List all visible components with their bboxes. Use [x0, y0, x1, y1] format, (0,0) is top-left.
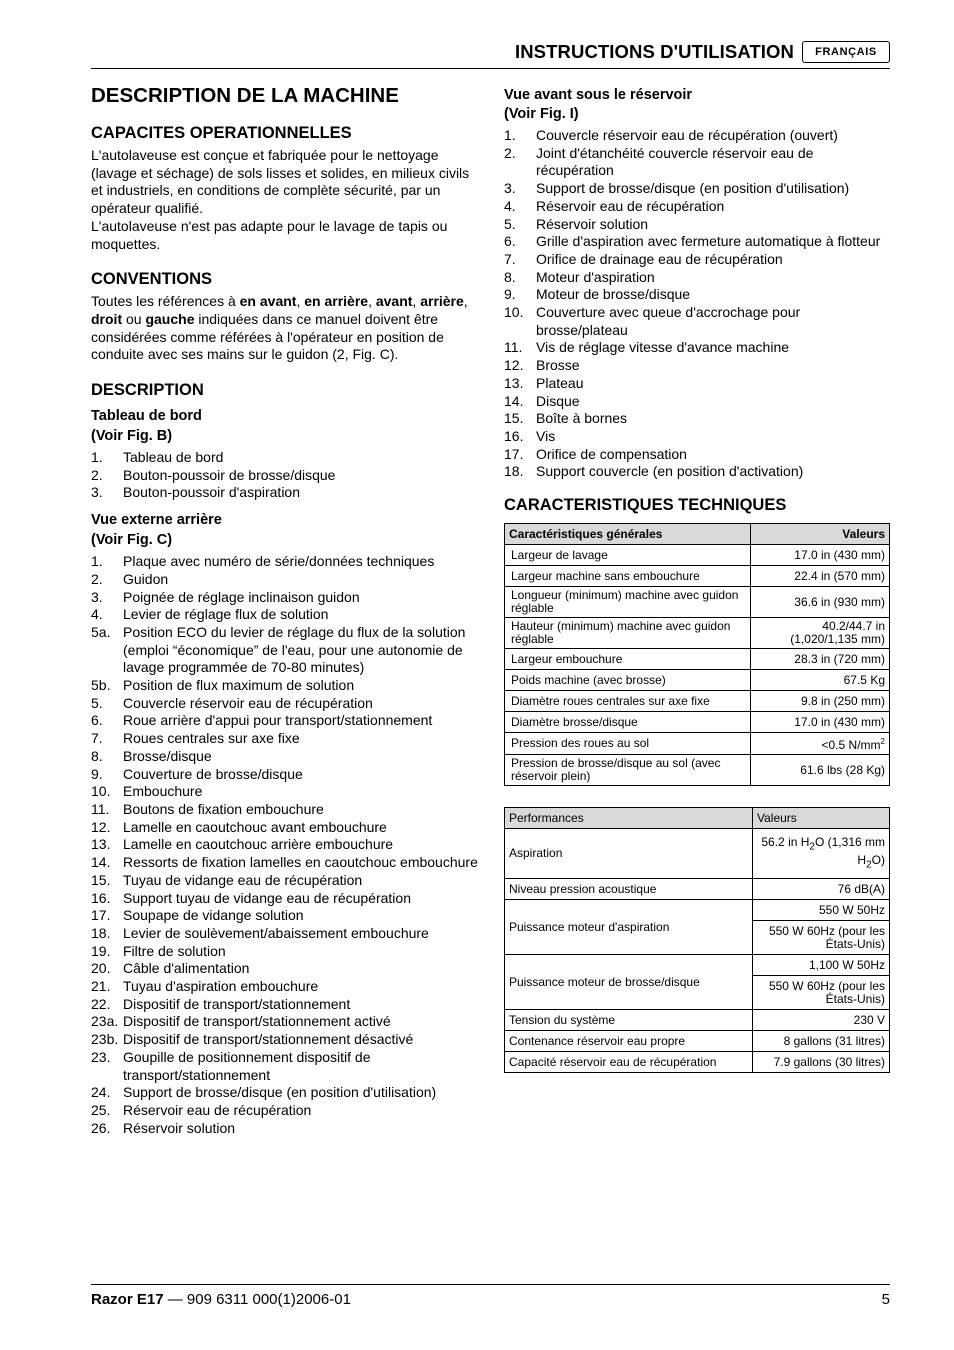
list-item-text: Brosse	[536, 357, 580, 374]
table-cell: Pression de brosse/disque au sol (avec réservoir plein)	[505, 755, 751, 786]
conventions-title: CONVENTIONS	[91, 270, 213, 289]
list-item	[91, 801, 481, 819]
table-row	[505, 879, 890, 900]
list-item-number: 22.	[91, 995, 111, 1012]
list-item-number: 2.	[504, 144, 516, 161]
list-item-text: Levier de réglage flux de solution	[123, 606, 329, 623]
list-item	[91, 960, 481, 978]
description-title: DESCRIPTION	[91, 381, 204, 400]
list-item-number: 23.	[91, 1048, 111, 1065]
list-item-number: 13.	[504, 374, 524, 391]
list-item-text: Ressorts de fixation lamelles en caoutchouc embouchure	[123, 854, 478, 871]
table-cell: 67.5 Kg	[751, 670, 890, 691]
description-section	[91, 380, 481, 1137]
table-cell: Poids machine (avec brosse)	[505, 670, 751, 691]
list-item	[91, 748, 481, 766]
list-item-number: 14.	[504, 392, 524, 409]
list-item	[91, 978, 481, 996]
list-item	[91, 695, 481, 713]
list-item	[91, 854, 481, 872]
list-item	[504, 180, 894, 198]
vue-externe-list	[91, 553, 481, 1137]
list-item	[91, 1120, 481, 1138]
table-cell: 1,100 W 50Hz	[753, 955, 890, 976]
list-item-number: 16.	[91, 889, 111, 906]
table-header-cell: Valeurs	[753, 808, 890, 829]
list-item	[91, 1031, 481, 1049]
list-item-number: 23a.	[91, 1013, 119, 1030]
list-item	[91, 553, 481, 571]
list-item	[504, 216, 894, 234]
list-item-number: 17.	[504, 445, 524, 462]
list-item-number: 9.	[504, 286, 516, 303]
list-item-number: 23b.	[91, 1031, 119, 1048]
list-item-number: 2.	[91, 466, 103, 483]
list-item	[504, 269, 894, 287]
list-item	[91, 943, 481, 961]
list-item-text: Orifice de compensation	[536, 445, 687, 462]
right-column	[504, 86, 894, 1073]
list-item	[91, 890, 481, 908]
list-item-number: 16.	[504, 427, 524, 444]
conventions-section	[91, 269, 481, 364]
list-item-number: 8.	[504, 268, 516, 285]
table-cell: 28.3 in (720 mm)	[751, 649, 890, 670]
list-item	[504, 410, 894, 428]
table-cell: Capacité réservoir eau de récupération	[505, 1052, 753, 1073]
table-cell: Hauteur (minimum) machine avec guidon réglable	[505, 618, 751, 649]
list-item-text: Support de brosse/disque (en position d'utilisation)	[536, 180, 850, 197]
list-item-text: Vis	[536, 427, 556, 444]
left-column	[91, 84, 481, 1137]
list-item	[91, 872, 481, 890]
list-item	[504, 339, 894, 357]
table-header-cell: Caractéristiques générales	[505, 524, 751, 545]
header-title: INSTRUCTIONS D'UTILISATION	[514, 41, 794, 62]
unit-superscript: 2	[880, 737, 885, 747]
conventions-paragraph: Toutes les références à en avant, en arrière, avant, arrière, droit ou gauche indiquées dans ce manuel doivent être considérées comme référées à l'opérateur en position de conduite avec ses mains sur le guidon (2, Fig. C).	[91, 293, 468, 363]
table-cell: 550 W 60Hz (pour les États-Unis)	[753, 921, 890, 955]
list-item	[91, 449, 481, 467]
list-item-text: Bouton-poussoir de brosse/disque	[123, 466, 336, 483]
list-item-text: Moteur de brosse/disque	[536, 286, 691, 303]
list-item-number: 17.	[91, 907, 111, 924]
list-item-text: Boîte à bornes	[536, 410, 628, 427]
list-item-text: Couverture avec queue d'accrochage pour brosse/plateau	[536, 304, 801, 338]
list-item-number: 3.	[91, 484, 103, 501]
vue-externe-title: Vue externe arrière (Voir Fig. C)	[91, 512, 222, 549]
table-cell: 76 dB(A)	[753, 879, 890, 900]
list-item-text: Roue arrière d'appui pour transport/stationnement	[123, 712, 433, 729]
table-header-row	[505, 808, 890, 829]
list-item-text: Brosse/disque	[123, 747, 212, 764]
list-item-text: Couvercle réservoir eau de récupération (ouvert)	[536, 127, 838, 143]
footer-divider	[91, 1284, 890, 1285]
list-item-text: Réservoir eau de récupération	[536, 197, 725, 214]
list-item	[91, 467, 481, 485]
list-item-text: Tuyau de vidange eau de récupération	[123, 871, 363, 888]
list-item	[504, 446, 894, 464]
table-header-row	[505, 524, 890, 545]
language-badge: FRANÇAIS	[802, 41, 890, 63]
table-cell: Diamètre brosse/disque	[505, 712, 751, 733]
page-number: 5	[881, 1291, 890, 1308]
list-item-text: Orifice de drainage eau de récupération	[536, 250, 783, 267]
list-item-text: Support tuyau de vidange eau de récupération	[123, 889, 411, 906]
list-item-text: Plateau	[536, 374, 584, 391]
table-cell: Pression des roues au sol	[505, 733, 751, 755]
table-header-cell: Performances	[505, 808, 753, 829]
capacites-title: CAPACITES OPERATIONNELLES	[91, 124, 352, 142]
list-item	[504, 145, 894, 180]
list-item-number: 25.	[91, 1101, 111, 1118]
list-item-number: 13.	[91, 836, 111, 853]
list-item-number: 4.	[504, 197, 516, 214]
list-item	[504, 198, 894, 216]
list-item-text: Lamelle en caoutchouc avant embouchure	[123, 818, 387, 835]
list-item	[91, 571, 481, 589]
table-row	[505, 545, 890, 566]
list-item-number: 1.	[504, 127, 516, 143]
list-item-number: 24.	[91, 1084, 111, 1101]
list-item-number: 10.	[504, 304, 524, 321]
table-cell: Puissance moteur d'aspiration	[505, 900, 753, 955]
list-item	[91, 624, 481, 677]
list-item-text: Réservoir solution	[536, 215, 649, 232]
list-item	[91, 677, 481, 695]
footer-doc-number: — 909 6311 000(1)2006-01	[163, 1291, 351, 1308]
table-cell: 230 V	[753, 1010, 890, 1031]
vue-avant-list	[504, 127, 894, 481]
list-item-number: 20.	[91, 960, 111, 977]
list-item-text: Support de brosse/disque (en position d'utilisation)	[123, 1084, 437, 1101]
list-item-number: 3.	[504, 180, 516, 197]
caracteristiques-title: CARACTERISTIQUES TECHNIQUES	[504, 496, 787, 515]
list-item	[504, 428, 894, 446]
list-item-text: Dispositif de transport/stationnement désactivé	[123, 1031, 414, 1048]
table-row	[505, 1010, 890, 1031]
list-item-text: Poignée de réglage inclinaison guidon	[123, 588, 360, 605]
table-row	[505, 900, 890, 921]
table-row	[505, 712, 890, 733]
list-item	[91, 925, 481, 943]
list-item	[91, 996, 481, 1014]
list-item-number: 7.	[91, 730, 103, 747]
list-item-text: Bouton-poussoir d'aspiration	[123, 484, 301, 501]
list-item-text: Vis de réglage vitesse d'avance machine	[536, 339, 790, 356]
list-item-text: Plaque avec numéro de série/données techniques	[123, 553, 435, 570]
list-item-text: Lamelle en caoutchouc arrière embouchure	[123, 836, 394, 853]
list-item-text: Filtre de solution	[123, 942, 226, 959]
list-item-text: Roues centrales sur axe fixe	[123, 730, 300, 747]
list-item-number: 10.	[91, 783, 111, 800]
list-item-text: Levier de soulèvement/abaissement embouchure	[123, 924, 429, 941]
vue-avant-title: Vue avant sous le réservoir (Voir Fig. I)	[504, 87, 693, 122]
page-header	[91, 38, 890, 66]
list-item-number: 14.	[91, 854, 111, 871]
list-item	[91, 712, 481, 730]
list-item	[504, 251, 894, 269]
list-item-number: 18.	[91, 924, 111, 941]
list-item	[91, 819, 481, 837]
table-cell: 550 W 50Hz	[753, 900, 890, 921]
list-item	[504, 375, 894, 393]
table-cell: Contenance réservoir eau propre	[505, 1031, 753, 1052]
table-cell: 8 gallons (31 litres)	[753, 1031, 890, 1052]
list-item	[91, 1013, 481, 1031]
list-item-text: Joint d'étanchéité couvercle réservoir eau de récupération	[536, 144, 814, 179]
list-item-text: Réservoir solution	[123, 1119, 236, 1136]
table-cell: Largeur machine sans embouchure	[505, 566, 751, 587]
general-specs-table	[504, 523, 890, 786]
footer-model: Razor E17	[91, 1291, 164, 1308]
list-item	[91, 1084, 481, 1102]
list-item-number: 11.	[91, 800, 110, 817]
capacites-paragraph-1: L'autolaveuse est conçue et fabriquée pour le nettoyage (lavage et séchage) de sols lisses et solides, en milieux civils et industriels, en conditions de complète sécurité, par un opérateur qualifié.	[91, 147, 470, 217]
list-item-text: Grille d'aspiration avec fermeture automatique à flotteur	[536, 233, 881, 250]
list-item-number: 15.	[504, 410, 524, 427]
list-item	[504, 304, 894, 339]
main-title: DESCRIPTION DE LA MACHINE	[91, 84, 399, 107]
table-row	[505, 566, 890, 587]
list-item-number: 5a.	[91, 623, 111, 640]
table-cell: Largeur de lavage	[505, 545, 751, 566]
list-item	[91, 907, 481, 925]
list-item	[504, 127, 894, 145]
list-item	[504, 463, 894, 481]
performance-table	[504, 807, 890, 1073]
list-item	[504, 233, 894, 251]
list-item	[91, 836, 481, 854]
list-item	[91, 484, 481, 502]
list-item	[91, 1102, 481, 1120]
table-cell: 9.8 in (250 mm)	[751, 691, 890, 712]
table-cell: 56.2 in $H_2O$ (1,316 mm $H_2O$)	[753, 829, 890, 879]
list-item-number: 18.	[504, 463, 524, 480]
list-item-number: 6.	[504, 233, 516, 250]
list-item-text: Dispositif de transport/stationnement activé	[123, 1013, 391, 1030]
table-cell: <0.5 $N/mm^2$	[751, 733, 890, 755]
list-item-number: 6.	[91, 712, 103, 729]
list-item-text: Tuyau d'aspiration embouchure	[123, 978, 319, 995]
list-item-text: Guidon	[123, 570, 169, 587]
tableau-list	[91, 449, 481, 502]
list-item-text: Réservoir eau de récupération	[123, 1101, 312, 1118]
list-item	[91, 589, 481, 607]
list-item-number: 1.	[91, 553, 103, 570]
table-row	[505, 691, 890, 712]
list-item-text: Embouchure	[123, 783, 203, 800]
table-row	[505, 1031, 890, 1052]
list-item-number: 4.	[91, 606, 103, 623]
list-item-number: 19.	[91, 942, 111, 959]
table-cell: Puissance moteur de brosse/disque	[505, 955, 753, 1010]
table-cell: Diamètre roues centrales sur axe fixe	[505, 691, 751, 712]
list-item-text: Soupape de vidange solution	[123, 907, 304, 924]
table-row	[505, 733, 890, 755]
table-cell: 550 W 60Hz (pour les États-Unis)	[753, 976, 890, 1010]
header-divider	[91, 68, 890, 69]
table-cell: 22.4 in (570 mm)	[751, 566, 890, 587]
list-item-number: 21.	[91, 978, 111, 995]
list-item	[91, 606, 481, 624]
table-cell: 17.0 in (430 mm)	[751, 712, 890, 733]
list-item-number: 9.	[91, 765, 103, 782]
table-cell: Aspiration	[505, 829, 753, 879]
table-row	[505, 649, 890, 670]
list-item-number: 2.	[91, 570, 103, 587]
list-item-number: 8.	[91, 747, 103, 764]
table-row	[505, 1052, 890, 1073]
list-item-number: 15.	[91, 871, 111, 888]
list-item-number: 1.	[91, 449, 103, 466]
list-item-number: 11.	[504, 339, 523, 356]
table-cell: 61.6 lbs (28 Kg)	[751, 755, 890, 786]
table-row	[505, 955, 890, 976]
list-item-text: Couverture de brosse/disque	[123, 765, 303, 782]
table-cell: 36.6 in (930 mm)	[751, 587, 890, 618]
table-cell: 17.0 in (430 mm)	[751, 545, 890, 566]
table-cell: Tension du système	[505, 1010, 753, 1031]
table-row	[505, 755, 890, 786]
list-item	[504, 393, 894, 411]
list-item-number: 5.	[91, 694, 103, 711]
list-item-text: Câble d'alimentation	[123, 960, 250, 977]
list-item-number: 26.	[91, 1119, 111, 1136]
list-item-text: Moteur d'aspiration	[536, 268, 655, 285]
list-item	[91, 783, 481, 801]
table-cell: Niveau pression acoustique	[505, 879, 753, 900]
list-item-text: Position ECO du levier de réglage du flux de la solution (emploi “économique” de l'eau, pour une autonomie de lavage programmée de 70-80 minutes)	[123, 623, 466, 676]
list-item-text: Dispositif de transport/stationnement	[123, 995, 351, 1012]
list-item-text: Position de flux maximum de solution	[123, 677, 355, 694]
list-item	[91, 1049, 481, 1084]
table-cell: Largeur embouchure	[505, 649, 751, 670]
table-row	[505, 670, 890, 691]
list-item	[504, 357, 894, 375]
list-item	[91, 730, 481, 748]
table-cell: Longueur (minimum) machine avec guidon réglable	[505, 587, 751, 618]
page-footer	[91, 1291, 890, 1308]
tableau-title: Tableau de bord (Voir Fig. B)	[91, 408, 202, 445]
list-item	[504, 286, 894, 304]
list-item-number: 7.	[504, 250, 516, 267]
capacites-section	[91, 123, 481, 253]
list-item-number: 5b.	[91, 677, 111, 694]
table-row	[505, 829, 890, 879]
list-item-text: Couvercle réservoir eau de récupération	[123, 694, 373, 711]
list-item-text: Disque	[536, 392, 580, 409]
list-item-text: Boutons de fixation embouchure	[123, 800, 324, 817]
list-item-number: 5.	[504, 215, 516, 232]
list-item-text: Tableau de bord	[123, 449, 224, 466]
table-row	[505, 618, 890, 649]
list-item-text: Goupille de positionnement dispositif de transport/stationnement	[123, 1048, 371, 1083]
list-item-number: 12.	[91, 818, 111, 835]
table-cell: 40.2/44.7 in (1,020/1,135 mm)	[751, 618, 890, 649]
table-header-cell: Valeurs	[751, 524, 890, 545]
list-item-number: 12.	[504, 357, 524, 374]
table-cell: 7.9 gallons (30 litres)	[753, 1052, 890, 1073]
list-item-text: Support couvercle (en position d'activation)	[536, 463, 804, 480]
table-row	[505, 587, 890, 618]
capacites-paragraph-2: L'autolaveuse n'est pas adapte pour le lavage de tapis ou moquettes.	[91, 217, 448, 252]
list-item	[91, 766, 481, 784]
list-item-number: 3.	[91, 588, 103, 605]
